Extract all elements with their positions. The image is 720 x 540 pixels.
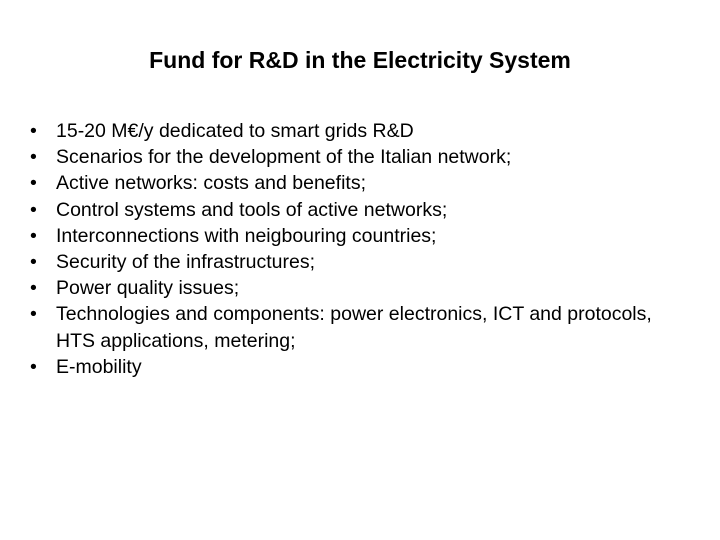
bullet-text: Security of the infrastructures;	[56, 251, 316, 274]
bullet-marker: •	[30, 120, 37, 142]
bullet-item	[30, 354, 690, 380]
bullet-text: Interconnections with neigbouring countries;	[56, 224, 437, 247]
bullet-item	[30, 144, 690, 170]
bullet-text: Active networks: costs and benefits;	[56, 172, 366, 195]
bullet-marker: •	[30, 198, 37, 221]
bullet-text: Control systems and tools of active networks;	[56, 198, 448, 221]
bullet-item	[30, 197, 690, 223]
bullet-item	[30, 275, 690, 301]
bullet-text: Power quality issues;	[56, 277, 240, 300]
bullet-list	[30, 118, 690, 380]
bullet-item	[30, 249, 690, 275]
bullet-item	[30, 170, 690, 196]
bullet-item	[30, 301, 690, 353]
bullet-text: Technologies and components: power electronics, ICT and protocols, HTS applications, metering;	[56, 303, 652, 352]
bullet-text: Scenarios for the development of the Italian network;	[56, 146, 512, 169]
bullet-marker: •	[30, 355, 37, 378]
bullet-marker: •	[30, 251, 37, 274]
bullet-marker: •	[30, 172, 37, 195]
slide-title: Fund for R&D in the Electricity System	[149, 47, 571, 73]
bullet-marker: •	[30, 303, 37, 326]
bullet-text: E-mobility	[56, 355, 142, 378]
bullet-item	[30, 223, 690, 249]
bullet-text: 15-20 M€/y dedicated to smart grids R&D	[56, 120, 414, 142]
bullet-marker: •	[30, 146, 37, 169]
bullet-item	[30, 118, 690, 144]
bullet-marker: •	[30, 277, 37, 300]
bullet-marker: •	[30, 224, 37, 247]
